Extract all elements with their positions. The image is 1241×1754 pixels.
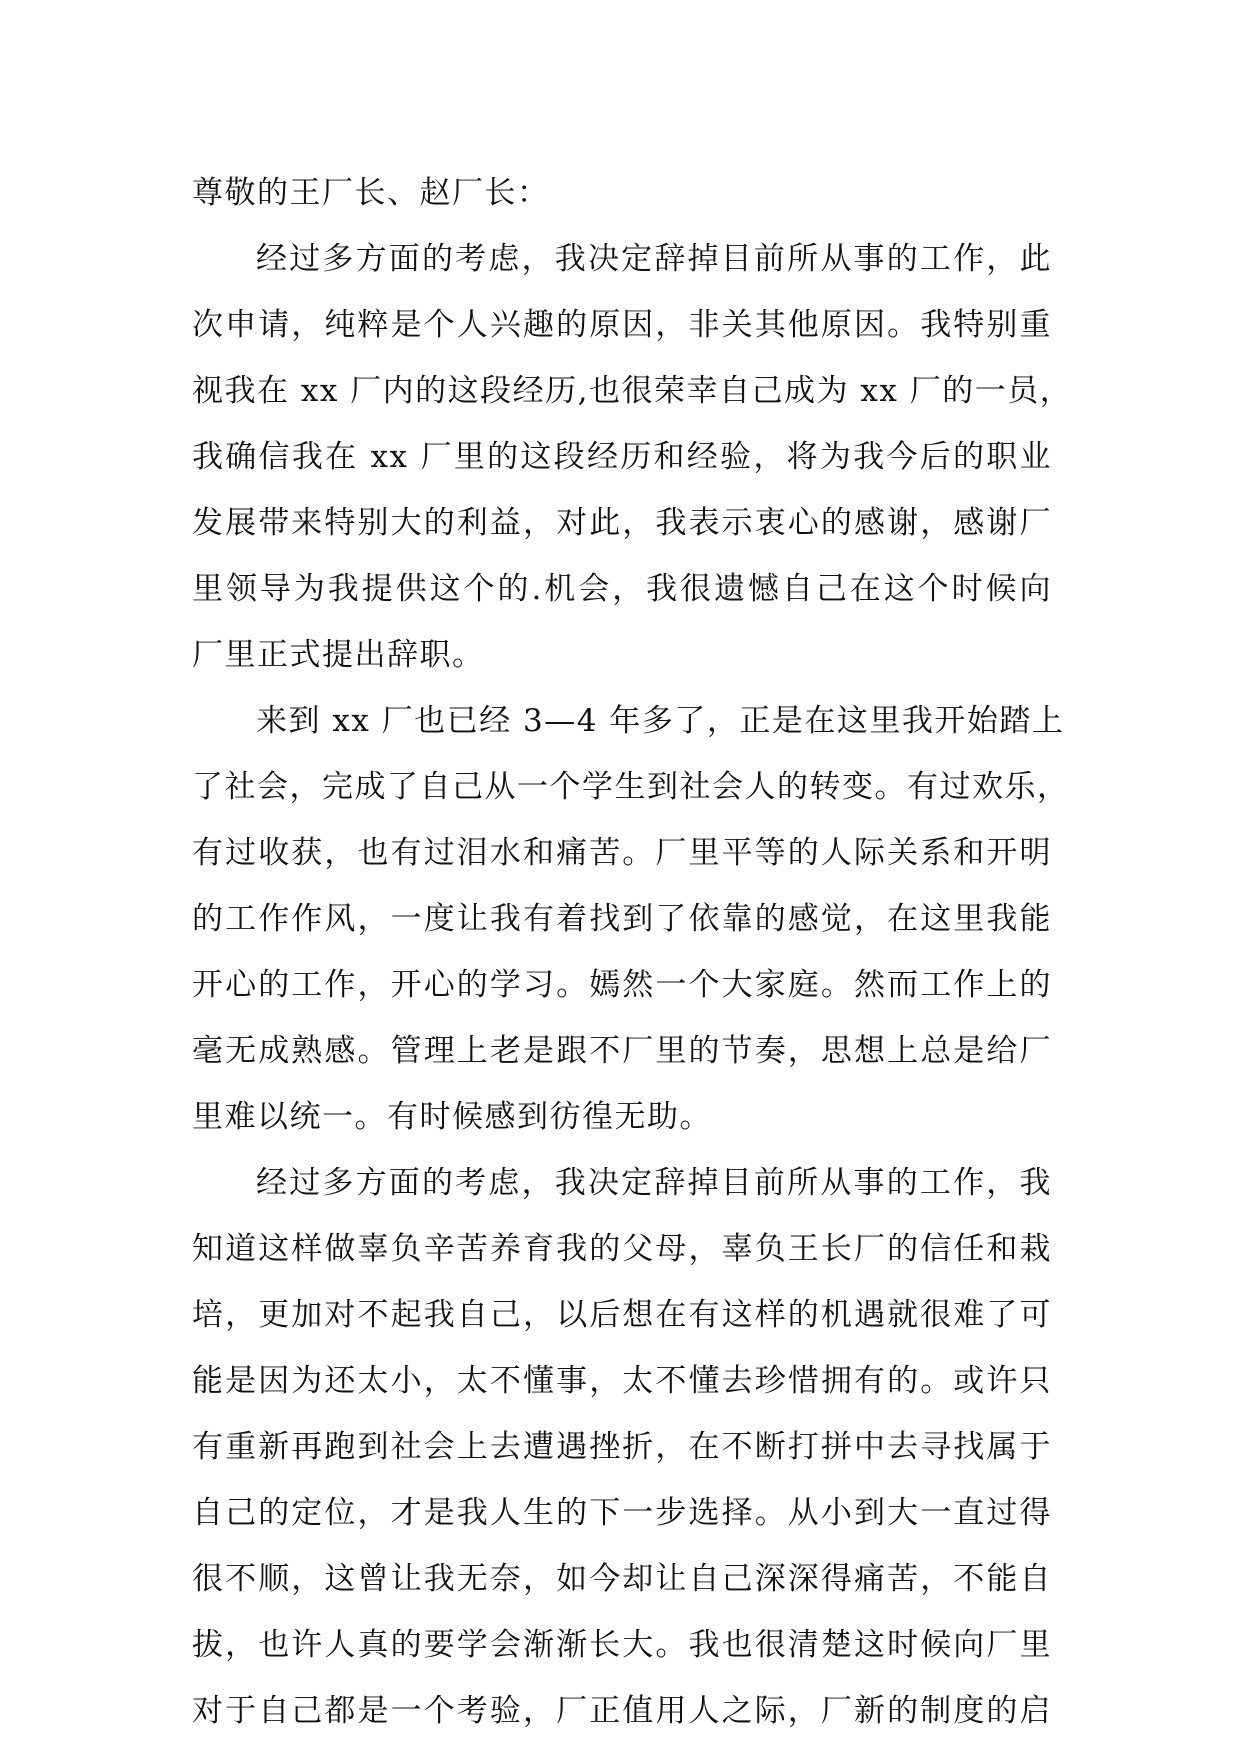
paragraph-line: 知道这样做辜负辛苦养育我的父母，辜负王长厂的信任和栽 [192, 1231, 1052, 1267]
paragraph-line: 培，更加对不起我自己，以后想在有这样的机遇就很难了可 [192, 1297, 1052, 1333]
paragraph-line: 毫无成熟感。管理上老是跟不厂里的节奏，思想上总是给厂 [192, 1033, 1052, 1069]
paragraph-3 [192, 1150, 1052, 1744]
paragraph-line: 厂里正式提出辞职。 [192, 637, 485, 673]
greeting: 尊敬的王厂长、赵厂长： [192, 175, 550, 211]
paragraph-line: 很不顺，这曾让我无奈，如今却让自己深深得痛苦，不能自 [192, 1561, 1052, 1597]
paragraph-line: 我确信我在 xx 厂里的这段经历和经验，将为我今后的职业 [192, 439, 1052, 475]
paragraph-line: 有重新再跑到社会上去遭遇挫折，在不断打拼中去寻找属于 [192, 1429, 1052, 1465]
paragraph-line: 自己的定位，才是我人生的下一步选择。从小到大一直过得 [192, 1495, 1052, 1531]
paragraph-line: 对于自己都是一个考验，厂正值用人之际，厂新的制度的启 [192, 1693, 1052, 1729]
paragraph-line: 了社会，完成了自己从一个学生到社会人的转变。有过欢乐， [192, 769, 1070, 805]
paragraph-line: 有过收获，也有过泪水和痛苦。厂里平等的人际关系和开明 [192, 835, 1052, 871]
letter-body [192, 160, 1073, 1744]
paragraph-line: 能是因为还太小，太不懂事，太不懂去珍惜拥有的。或许只 [192, 1363, 1052, 1399]
paragraph-line: 视我在 xx 厂内的这段经历,也很荣幸自己成为 xx 厂的一员， [192, 373, 1073, 409]
paragraph-line: 经过多方面的考虑，我决定辞掉目前所从事的工作，我 [256, 1165, 1052, 1201]
paragraph-line: 次申请，纯粹是个人兴趣的原因，非关其他原因。我特别重 [192, 307, 1052, 343]
paragraph-line: 经过多方面的考虑，我决定辞掉目前所从事的工作，此 [256, 241, 1052, 277]
paragraph-line: 来到 xx 厂也已经 3—4 年多了，正是在这里我开始踏上 [256, 703, 1065, 739]
paragraph-line: 发展带来特别大的利益，对此，我表示衷心的感谢，感谢厂 [192, 505, 1052, 541]
paragraph-line: 拔，也许人真的要学会渐渐长大。我也很清楚这时候向厂里 [192, 1627, 1052, 1663]
paragraph-line: 里领导为我提供这个的.机会，我很遗憾自己在这个时候向 [192, 571, 1052, 607]
paragraph-line: 开心的工作，开心的学习。嫣然一个大家庭。然而工作上的 [192, 967, 1052, 1003]
paragraph-line: 里难以统一。有时候感到彷徨无助。 [192, 1099, 712, 1135]
paragraph-line: 的工作作风，一度让我有着找到了依靠的感觉，在这里我能 [192, 901, 1052, 937]
paragraph-1 [192, 226, 1073, 688]
paragraph-2 [192, 688, 1070, 1150]
